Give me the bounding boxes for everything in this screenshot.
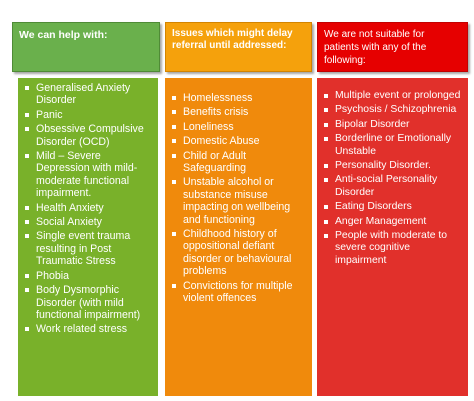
delay-referral-header-text: Issues which might delay referral until addressed: [172, 28, 293, 51]
not-suitable-list-panel [317, 78, 468, 396]
delay-referral-header [165, 22, 312, 72]
list-item: Unstable alcohol or substance misuse impacting on wellbeing and functioning [183, 176, 308, 226]
list-item: Social Anxiety [36, 216, 154, 228]
list-item: Obsessive Compulsive Disorder (OCD) [36, 123, 154, 148]
list-item: Multiple event or prolonged [335, 90, 464, 102]
list-item: Work related stress [36, 323, 154, 335]
delay-referral-list-panel [165, 78, 312, 396]
list-item: Anti-social Personality Disorder [335, 174, 464, 199]
list-item: People with moderate to severe cognitive impairment [335, 230, 464, 267]
not-suitable-header-text: We are not suitable for patients with any of the following: [324, 29, 427, 66]
list-item: Eating Disorders [335, 201, 464, 213]
list-item: Generalised Anxiety Disorder [36, 82, 154, 107]
list-item: Loneliness [183, 121, 308, 133]
list-item: Childhood history of oppositional defiant disorder or behavioural problems [183, 228, 308, 278]
help-with-header-text: We can help with: [19, 29, 108, 41]
list-item: Single event trauma resulting in Post Traumatic Stress [36, 230, 154, 267]
help-with-header [12, 22, 160, 72]
list-item: Body Dysmorphic Disorder (with mild functional impairment) [36, 284, 154, 321]
delay-referral-list [167, 92, 308, 305]
help-with-list [20, 82, 154, 336]
list-item: Borderline or Emotionally Unstable [335, 133, 464, 158]
list-item: Health Anxiety [36, 202, 154, 214]
list-item: Personality Disorder. [335, 160, 464, 172]
help-with-list-panel [18, 78, 158, 396]
list-item: Convictions for multiple violent offences [183, 280, 308, 305]
list-item: Benefits crisis [183, 106, 308, 118]
list-item: Domestic Abuse [183, 135, 308, 147]
list-item: Anger Management [335, 216, 464, 228]
list-item: Homelessness [183, 92, 308, 104]
not-suitable-list [319, 90, 464, 267]
list-item: Phobia [36, 270, 154, 282]
list-item: Bipolar Disorder [335, 119, 464, 131]
list-item: Panic [36, 109, 154, 121]
not-suitable-header [317, 22, 468, 72]
list-item: Child or Adult Safeguarding [183, 150, 308, 175]
list-item: Mild – Severe Depression with mild-moderate functional impairment. [36, 150, 154, 200]
list-item: Psychosis / Schizophrenia [335, 104, 464, 116]
